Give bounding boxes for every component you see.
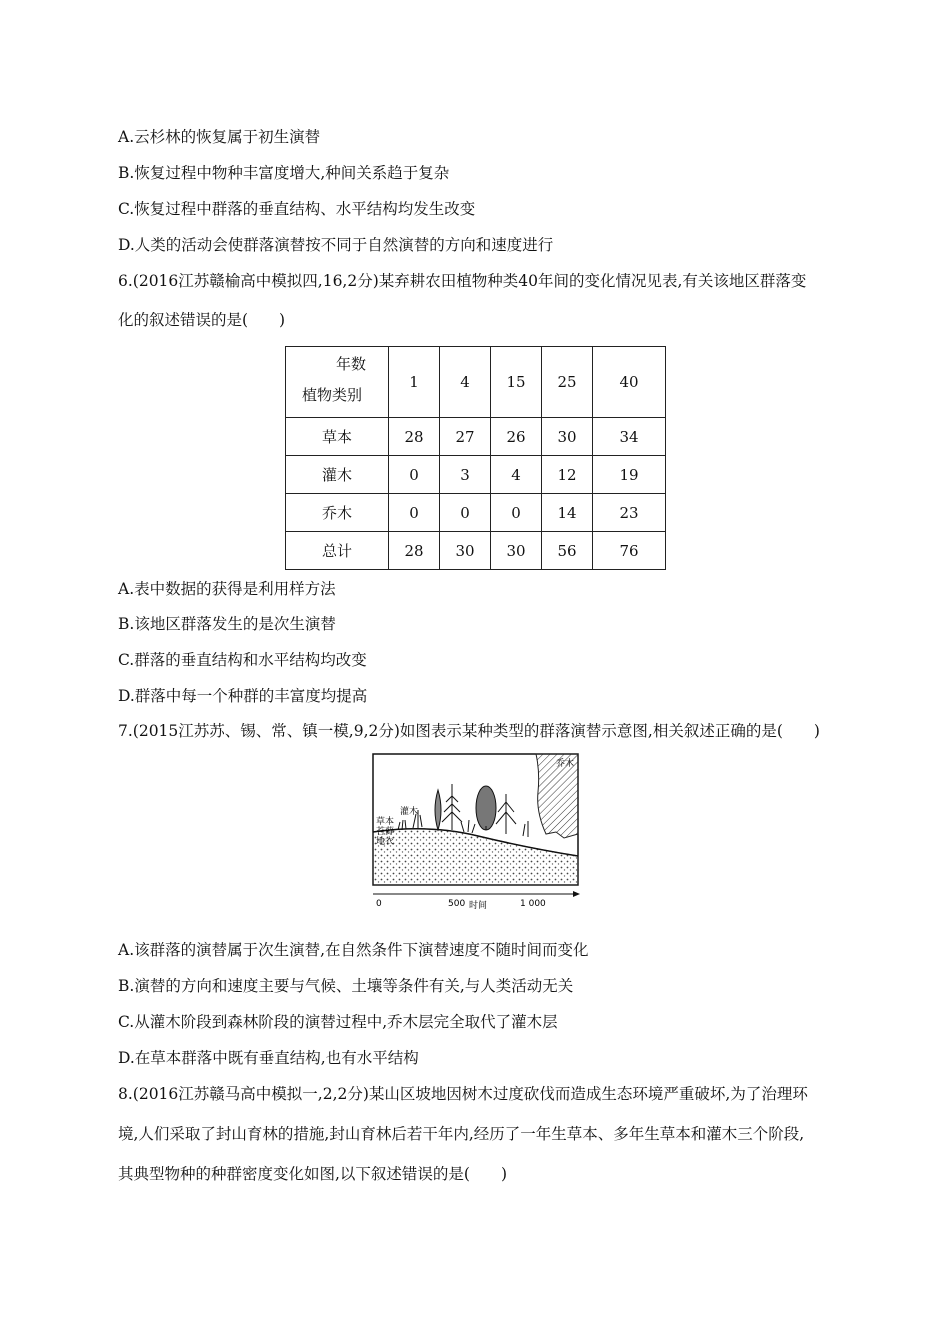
- table-cell: 30: [440, 532, 491, 570]
- table-row: [286, 456, 666, 494]
- q7-option-b: B.演替的方向和速度主要与气候、土壤等条件有关,与人类活动无关: [118, 977, 574, 995]
- q8-stem-line3: 其典型物种的种群密度变化如图,以下叙述错误的是( ): [118, 1165, 508, 1183]
- q7-stem: 7.(2015江苏苏、锡、常、镇一模,9,2分)如图表示某种类型的群落演替示意图,相关叙述正确的是( ): [118, 722, 820, 740]
- q7-option-d: D.在草本群落中既有垂直结构,也有水平结构: [118, 1049, 419, 1067]
- q6-option-a: A.表中数据的获得是利用样方法: [118, 580, 336, 598]
- table-cell: 28: [389, 532, 440, 570]
- table-cell: 23: [593, 494, 666, 532]
- label-lichen: 地衣: [376, 837, 395, 847]
- corner-years-label: 年数: [335, 355, 366, 373]
- table-cell: 12: [542, 456, 593, 494]
- axis-zero: 0: [376, 899, 382, 909]
- table-row: [286, 418, 666, 456]
- table-cell: 19: [593, 456, 666, 494]
- q6-stem-line2: 化的叙述错误的是( ): [118, 311, 286, 329]
- label-moss: 苔藓: [376, 827, 395, 837]
- row-label: 草本: [286, 418, 389, 456]
- table-cell: 56: [542, 532, 593, 570]
- q6-data-table: [285, 346, 666, 570]
- table-row: [286, 532, 666, 570]
- q6-option-d: D.群落中每一个种群的丰富度均提高: [118, 687, 368, 705]
- year-header: 15: [491, 347, 542, 418]
- q6-stem-line1: 6.(2016江苏赣榆高中模拟四,16,2分)某弃耕农田植物种类40年间的变化情况见表,有关该地区群落变: [118, 272, 807, 290]
- table-cell: 0: [491, 494, 542, 532]
- corner-plant-label: 植物类别: [302, 386, 363, 404]
- q5-option-b: B.恢复过程中物种丰富度增大,种间关系趋于复杂: [118, 164, 450, 182]
- q8-stem-line2: 境,人们采取了封山育林的措施,封山育林后若干年内,经历了一年生草本、多年生草本和灌木三个阶段,: [118, 1125, 805, 1143]
- year-header: 4: [440, 347, 491, 418]
- table-cell: 76: [593, 532, 666, 570]
- table-row: [286, 494, 666, 532]
- q5-option-d: D.人类的活动会使群落演替按不同于自然演替的方向和速度进行: [118, 236, 554, 254]
- table-cell: 27: [440, 418, 491, 456]
- axis-arrow-icon: [573, 891, 580, 897]
- table-cell: 0: [389, 494, 440, 532]
- table-cell: 30: [542, 418, 593, 456]
- q6-option-b: B.该地区群落发生的是次生演替: [118, 615, 336, 633]
- axis-1000: 1 000: [520, 899, 546, 909]
- table-cell: 0: [440, 494, 491, 532]
- year-header: 25: [542, 347, 593, 418]
- q6-option-c: C.群落的垂直结构和水平结构均改变: [118, 651, 367, 669]
- table-cell: 4: [491, 456, 542, 494]
- row-label: 灌木: [286, 456, 389, 494]
- q5-option-c: C.恢复过程中群落的垂直结构、水平结构均发生改变: [118, 200, 476, 218]
- q8-stem-line1: 8.(2016江苏赣马高中模拟一,2,2分)某山区坡地因树木过度砍伐而造成生态环境严重破坏,为了治理环: [118, 1085, 808, 1103]
- q7-option-c: C.从灌木阶段到森林阶段的演替过程中,乔木层完全取代了灌木层: [118, 1013, 558, 1031]
- table-cell: 30: [491, 532, 542, 570]
- q7-option-a: A.该群落的演替属于次生演替,在自然条件下演替速度不随时间而变化: [118, 941, 589, 959]
- table-cell: 3: [440, 456, 491, 494]
- axis-time-label: 时间: [469, 901, 488, 911]
- row-label: 总计: [286, 532, 389, 570]
- table-cell: 28: [389, 418, 440, 456]
- q5-option-a: A.云杉林的恢复属于初生演替: [118, 128, 321, 146]
- table-cell: 34: [593, 418, 666, 456]
- label-tree: 乔木: [556, 759, 575, 769]
- label-shrub: 灌木: [400, 807, 419, 817]
- table-cell: 26: [491, 418, 542, 456]
- row-label: 乔木: [286, 494, 389, 532]
- table-cell: 0: [389, 456, 440, 494]
- year-header: 1: [389, 347, 440, 418]
- axis-500: 500: [448, 899, 466, 909]
- table-cell: 14: [542, 494, 593, 532]
- succession-figure: [368, 752, 582, 912]
- year-header: 40: [593, 347, 666, 418]
- label-herb: 草本: [376, 817, 395, 827]
- table-corner-cell: [286, 347, 389, 418]
